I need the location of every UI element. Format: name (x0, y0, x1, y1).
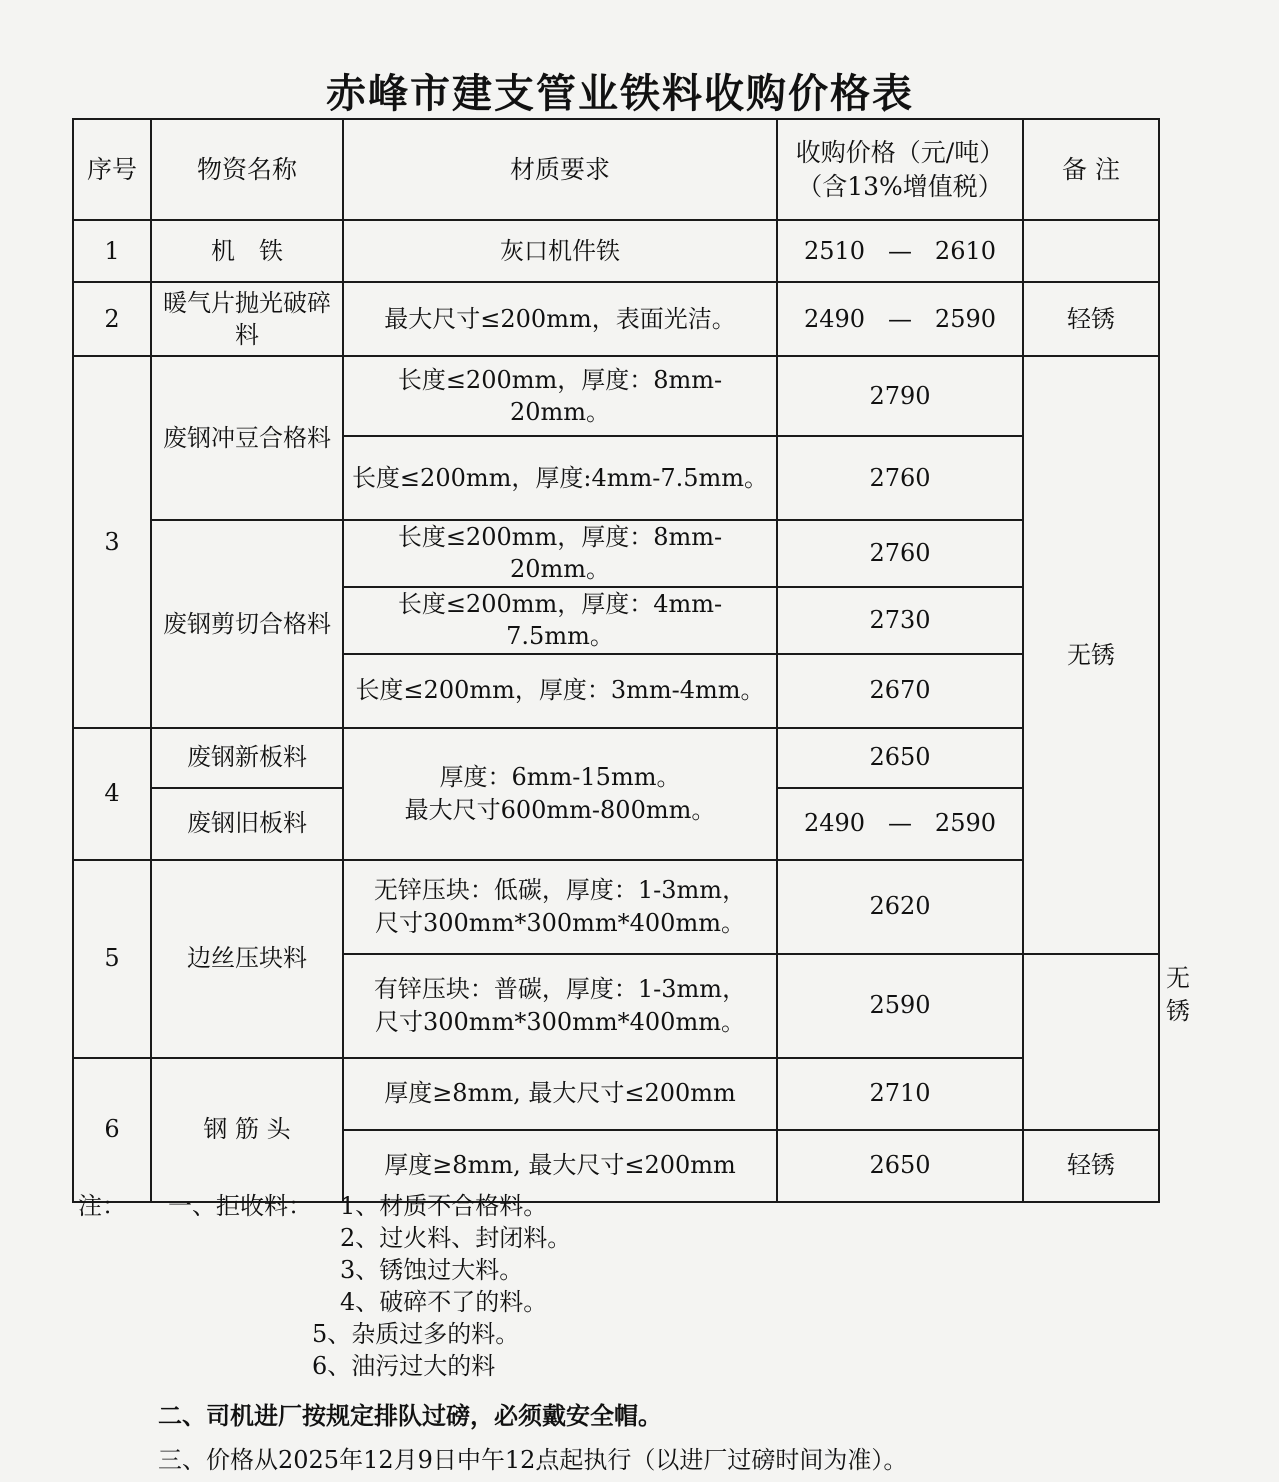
notes-section3: 三、价格从2025年12月9日中午12点起执行（以进厂过磅时间为准）。 (158, 1446, 908, 1474)
header-seq: 序号 (73, 119, 151, 220)
row5-a-material-line1: 无锌压块：低碳，厚度：1-3mm， (373, 876, 747, 905)
row4-seq: 4 (73, 728, 151, 860)
row6-b-remark: 轻锈 (1023, 1130, 1159, 1202)
row3-a2-price: 2760 (777, 436, 1023, 520)
row3-b3-material: 长度≤200mm，厚度：3mm-4mm。 (343, 654, 777, 728)
table-row (73, 282, 1159, 356)
row5-b-material-line1: 有锌压块：普碳，厚度：1-3mm， (373, 975, 747, 1004)
row3-a1-material: 长度≤200mm，厚度：8mm-20mm。 (343, 356, 777, 436)
header-name: 物资名称 (151, 119, 343, 220)
table-row (73, 356, 1159, 436)
row6-b-material: 厚度≥8mm, 最大尺寸≤200mm (343, 1130, 777, 1202)
table-row: 5 边丝压块料 无锌压块：低碳，厚度：1-3mm， 尺寸300mm*300mm*400mm。 2620 无锈 (73, 860, 1159, 954)
notes-item-1: 1、材质不合格料。 (340, 1192, 548, 1220)
row3-b3-price: 2670 (777, 654, 1023, 728)
row2-seq: 2 (73, 282, 151, 356)
table-row (73, 520, 1159, 587)
row2-price (777, 282, 1023, 356)
row3-b1-material: 长度≤200mm，厚度：8mm-20mm。 (343, 520, 777, 587)
row1-remark (1023, 220, 1159, 282)
row3-seq: 3 (73, 356, 151, 728)
header-price-line1: 收购价格（元/吨） (795, 137, 1005, 167)
row6-b-price: 2650 (777, 1130, 1023, 1202)
row1-price-high: 2610 (934, 236, 996, 265)
table-row (73, 728, 1159, 788)
row5-a-material (343, 860, 777, 954)
row6-seq: 6 (73, 1058, 151, 1202)
row5-b-price: 2590 (777, 954, 1023, 1058)
row1-material: 灰口机件铁 (343, 220, 777, 282)
row4-name-b: 废钢旧板料 (151, 788, 343, 860)
row4-price-b-high: 2590 (934, 809, 996, 838)
row1-price-low: 2510 (804, 236, 866, 265)
price-table (72, 118, 1190, 1203)
row5-name: 边丝压块料 (151, 860, 343, 1058)
row5-seq: 5 (73, 860, 151, 1058)
notes-item-5: 5、杂质过多的料。 (312, 1320, 520, 1348)
notes-item-6: 6、油污过大的料 (312, 1352, 496, 1380)
table-row (73, 1058, 1159, 1130)
row5-a-material-line2: 尺寸300mm*300mm*400mm。 (375, 908, 745, 937)
header-price-line2: （含13%增值税） (797, 171, 1003, 201)
row2-remark: 轻锈 (1023, 282, 1159, 356)
row3-a1-price: 2790 (777, 356, 1023, 436)
row6-a-material: 厚度≥8mm, 最大尺寸≤200mm (343, 1058, 777, 1130)
header-price (777, 119, 1023, 220)
row4-material-line2: 最大尺寸600mm-800mm。 (404, 795, 716, 824)
header-material: 材质要求 (343, 119, 777, 220)
row4-price-a: 2650 (777, 728, 1023, 788)
row4-material-line1: 厚度：6mm-15mm。 (439, 763, 681, 792)
row5-b-material (343, 954, 777, 1058)
notes-label: 注： (78, 1192, 126, 1220)
row4-name-a: 废钢新板料 (151, 728, 343, 788)
range-dash: — (888, 809, 912, 838)
row4-price-b (777, 788, 1023, 860)
row3-name-b: 废钢剪切合格料 (151, 520, 343, 728)
notes-section1-label: 一、拒收料： (168, 1192, 312, 1220)
row2-material: 最大尺寸≤200mm，表面光洁。 (343, 282, 777, 356)
range-dash: — (888, 304, 912, 333)
row4-price-b-low: 2490 (804, 809, 866, 838)
header-remark: 备 注 (1023, 119, 1159, 220)
row3-name-a: 废钢冲豆合格料 (151, 356, 343, 520)
row1-price (777, 220, 1023, 282)
row3-b2-material: 长度≤200mm，厚度：4mm-7.5mm。 (343, 587, 777, 654)
row3-b2-price: 2730 (777, 587, 1023, 654)
page-title: 赤峰市建支管业铁料收购价格表 (326, 71, 914, 117)
row6-a-price: 2710 (777, 1058, 1023, 1130)
row6-name: 钢 筋 头 (151, 1058, 343, 1202)
row5-b-material-line2: 尺寸300mm*300mm*400mm。 (375, 1007, 745, 1036)
row2-price-high: 2590 (934, 304, 996, 333)
notes-section2: 二、司机进厂按规定排队过磅，必须戴安全帽。 (158, 1402, 662, 1430)
notes-item-3: 3、锈蚀过大料。 (340, 1256, 524, 1284)
range-dash: — (888, 236, 912, 265)
table-header-row (73, 119, 1159, 220)
row3-b1-price: 2760 (777, 520, 1023, 587)
row3-a2-material: 长度≤200mm，厚度:4mm-7.5mm。 (343, 436, 777, 520)
table-row (73, 220, 1159, 282)
notes-item-2: 2、过火料、封闭料。 (340, 1224, 572, 1252)
row1-seq: 1 (73, 220, 151, 282)
row5-a-price: 2620 (777, 860, 1023, 954)
notes-item-4: 4、破碎不了的料。 (340, 1288, 548, 1316)
row3-remark: 无锈 (1023, 356, 1159, 954)
row4-material (343, 728, 777, 860)
row1-name: 机 铁 (151, 220, 343, 282)
row2-price-low: 2490 (804, 304, 866, 333)
row2-name: 暖气片抛光破碎料 (151, 282, 343, 356)
